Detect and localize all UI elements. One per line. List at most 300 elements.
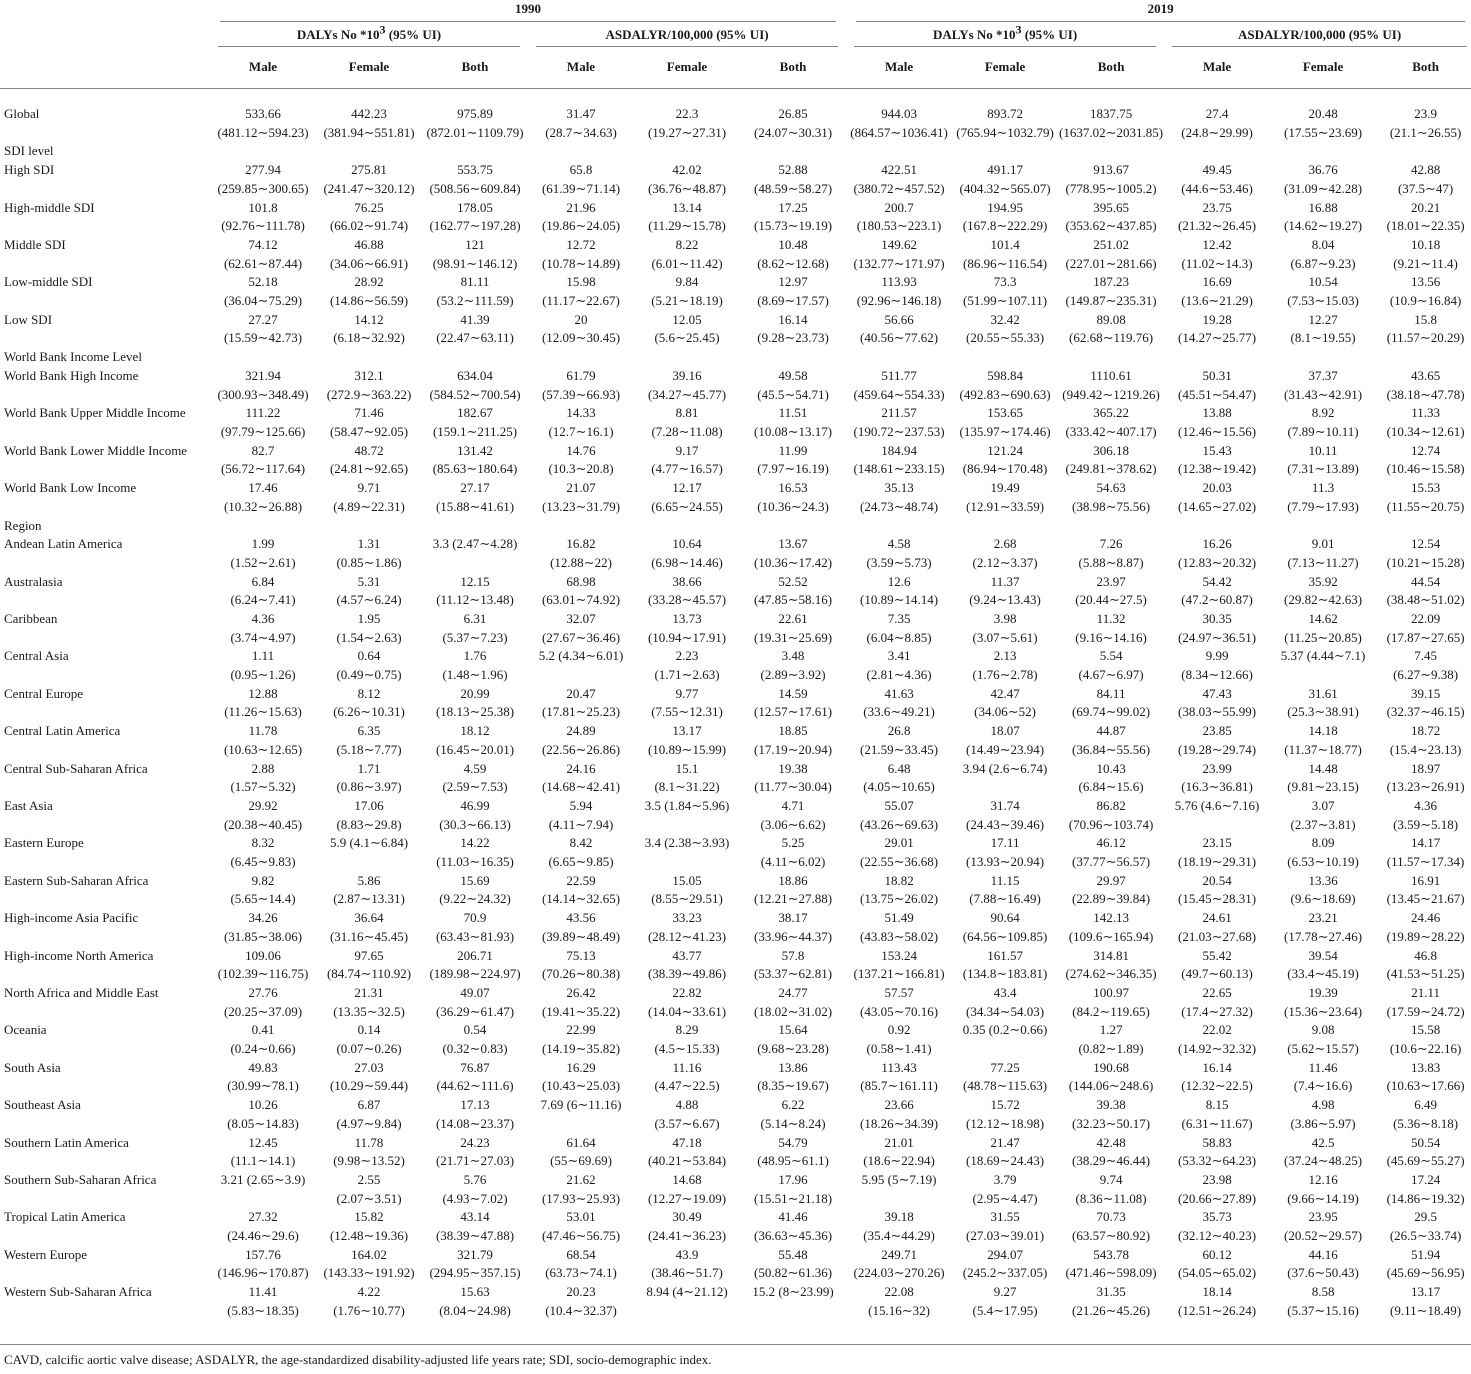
cell-interval: (3.07∼5.61): [972, 629, 1038, 645]
cell-interval: (38.39∼49.86): [647, 966, 727, 982]
cell-value: 944.03: [881, 106, 917, 121]
cell-value: 11.99: [778, 442, 808, 458]
cell-interval: (17.19∼20.94): [754, 741, 833, 757]
table-cell: [846, 535, 952, 572]
cell-interval: (33.28∼45.57): [647, 592, 727, 608]
table-cell: [634, 479, 740, 516]
cell-value: 15.64: [778, 1022, 808, 1038]
cell-value: 543.78: [1093, 1246, 1129, 1262]
cell-interval: (143.33∼191.92): [323, 1265, 415, 1281]
cell-value: 29.01: [884, 835, 914, 851]
table-cell: [422, 1096, 528, 1133]
cell-value: 442.23: [351, 106, 387, 121]
table-cell: [316, 367, 422, 404]
table-cell: [1376, 610, 1471, 647]
cell-value: 49.07: [460, 984, 490, 1000]
cell-interval: (39.89∼48.49): [541, 928, 621, 944]
cell-interval: (50.82∼61.36): [754, 1265, 833, 1281]
cell-interval: (12.38∼19.42): [1178, 461, 1257, 477]
table-cell: [846, 909, 952, 946]
cell-value: 71.46: [354, 405, 384, 421]
cell-interval: (48.95∼61.1): [757, 1153, 829, 1169]
cell-value: 42.47: [990, 685, 1020, 701]
section-label: SDI level: [4, 143, 54, 159]
table-cell: [1164, 834, 1270, 871]
cell-interval: (49.7∼60.13): [1181, 966, 1253, 982]
table-cell: [1164, 1096, 1270, 1133]
cell-value: 12.15: [460, 573, 490, 589]
cell-interval: (492.83∼690.63): [959, 386, 1051, 402]
table-cell: [422, 1283, 528, 1320]
cell-value: 5.76: [463, 1171, 487, 1187]
row-label: Southeast Asia: [4, 1097, 81, 1113]
cell-interval: (6.84∼15.6): [1078, 779, 1144, 795]
cell-value: 16.88: [1308, 199, 1338, 215]
cell-value: 598.84: [987, 367, 1023, 383]
table-cell: [210, 947, 316, 984]
cell-value: 16.26: [1202, 536, 1232, 552]
table-cell: [1376, 797, 1471, 834]
cell-value: 12.72: [566, 236, 596, 252]
table-cell: [316, 573, 422, 610]
cell-value: 76.25: [354, 199, 384, 215]
cell-interval: (765.94∼1032.79): [956, 124, 1054, 140]
cell-value: 21.11: [1411, 984, 1440, 1000]
cell-interval: (19.41∼35.22): [541, 1003, 621, 1019]
cell-interval: (9.24∼13.43): [969, 592, 1041, 608]
cell-value: 13.36: [1308, 872, 1338, 888]
table-cell: [1058, 404, 1164, 441]
table-cell: [740, 947, 846, 984]
cell-interval: (85.63∼180.64): [432, 461, 518, 477]
cell-value: 321.94: [245, 367, 281, 383]
cell-interval: (4.11∼6.02): [760, 854, 826, 870]
cell-interval: (24.73∼48.74): [860, 498, 939, 514]
table-row: [0, 273, 1471, 310]
cell-value: 15.72: [990, 1097, 1020, 1113]
cell-value: 21.31: [354, 984, 384, 1000]
cell-value: 18.72: [1410, 723, 1441, 739]
cell-value: 1.71: [357, 760, 381, 776]
cell-interval: (9.68∼23.28): [757, 1040, 829, 1056]
cell-value: 19.39: [1308, 984, 1338, 1000]
table-cell: [528, 273, 634, 310]
cell-interval: (0.82∼1.89): [1078, 1040, 1144, 1056]
cell-value: 395.65: [1093, 199, 1129, 215]
cell-value: 32.42: [990, 311, 1020, 327]
table-row: [0, 367, 1471, 404]
table-cell: [1164, 984, 1270, 1021]
table-cell: [740, 610, 846, 647]
cell-value: 42.88: [1410, 162, 1441, 178]
cell-value: 194.95: [987, 199, 1023, 215]
cell-interval: (2.12∼3.37): [972, 554, 1038, 570]
cell-interval: (32.23∼50.17): [1072, 1115, 1151, 1131]
cell-value: 21.07: [566, 480, 596, 496]
cell-value: 97.65: [354, 947, 384, 963]
table-cell: [846, 273, 952, 310]
table-cell: [210, 1283, 316, 1320]
cell-value: 365.22: [1093, 405, 1129, 421]
table-cell: [846, 834, 952, 871]
cell-interval: (6.01∼11.42): [651, 255, 723, 271]
cell-value: 55.07: [884, 798, 914, 814]
table-cell: [846, 647, 952, 684]
table-cell: [1270, 1171, 1376, 1208]
cell-interval: (37.6∼50.43): [1287, 1265, 1359, 1281]
cell-value: 3.98: [993, 611, 1017, 627]
cell-value: 12.16: [1308, 1171, 1338, 1187]
cell-interval: (10.34∼12.61): [1386, 423, 1465, 439]
cell-interval: (86.96∼116.54): [963, 255, 1048, 271]
cell-value: 68.98: [566, 573, 596, 589]
cell-interval: (778.95∼1005.2): [1065, 180, 1157, 196]
table-cell: [1058, 273, 1164, 310]
cell-value: 1.31: [357, 536, 381, 552]
table-cell: [1058, 797, 1164, 834]
cell-interval: (47.46∼56.75): [541, 1227, 621, 1243]
table-cell: [1164, 1059, 1270, 1096]
table-cell: [1058, 760, 1164, 797]
table-cell: [1270, 797, 1376, 834]
table-row: [0, 311, 1471, 348]
cell-value: 39.16: [672, 367, 702, 383]
cell-interval: (102.39∼116.75): [217, 966, 309, 982]
cell-value: 3.48: [781, 648, 805, 664]
cell-interval: (5.62∼15.57): [1287, 1040, 1359, 1056]
cell-value: 1.95: [357, 611, 381, 627]
cell-interval: (12.21∼27.88): [754, 891, 833, 907]
table-cell: [1164, 311, 1270, 348]
table-cell: [740, 573, 846, 610]
cell-interval: (24.8∼29.99): [1181, 124, 1253, 140]
table-cell: [422, 1134, 528, 1171]
table-cell: [316, 1021, 422, 1058]
row-label: Global: [4, 106, 40, 121]
cell-value: 8.22: [675, 236, 699, 252]
row-label: Western Europe: [4, 1246, 88, 1262]
cell-interval: (7.28∼11.08): [651, 423, 723, 439]
table-cell: [528, 161, 634, 198]
cell-value: 211.57: [881, 405, 917, 421]
table-cell: [1270, 1021, 1376, 1058]
cell-value: 511.77: [881, 367, 917, 383]
cell-interval: (864.57∼1036.41): [850, 124, 948, 140]
cell-value: 111.22: [245, 405, 281, 421]
cell-value: 42.02: [672, 162, 702, 178]
cell-interval: (18.02∼31.02): [754, 1003, 833, 1019]
table-row: [0, 1171, 1471, 1208]
table-cell: [316, 760, 422, 797]
table-cell: [422, 834, 528, 871]
table-cell: [634, 872, 740, 909]
table-cell: [316, 1246, 422, 1283]
table-row: [0, 236, 1471, 273]
table-cell: [1058, 872, 1164, 909]
cell-interval: (7.4∼16.6): [1293, 1078, 1353, 1094]
group-header: ASDALYR/100,000 (95% UI): [1164, 26, 1471, 58]
cell-interval: (0.58∼1.41): [866, 1040, 932, 1056]
cell-value: 58.83: [1202, 1134, 1232, 1150]
table-cell: [210, 834, 316, 871]
cell-interval: (11.77∼30.04): [754, 779, 832, 795]
table-cell: [528, 1283, 634, 1320]
cell-interval: (9.28∼23.73): [757, 330, 829, 346]
cell-value: 16.14: [1202, 1059, 1232, 1075]
cell-value: 6.35: [357, 723, 381, 739]
cell-value: 10.54: [1308, 274, 1338, 290]
cell-interval: (44.62∼111.6): [436, 1078, 514, 1094]
cell-value: 294.07: [987, 1246, 1023, 1262]
table-cell: [1270, 236, 1376, 273]
cell-value: 9.84: [675, 274, 699, 290]
table-cell: [528, 1059, 634, 1096]
table-cell: [1376, 161, 1471, 198]
table-cell: [634, 760, 740, 797]
cell-interval: (459.64∼554.33): [853, 386, 945, 402]
table-cell: [740, 1283, 846, 1320]
table-cell: [210, 367, 316, 404]
table-cell: [1376, 236, 1471, 273]
cell-interval: (27.03∼39.01): [966, 1227, 1045, 1243]
cell-interval: (22.47∼63.11): [436, 330, 514, 346]
cell-interval: (22.55∼36.68): [860, 854, 939, 870]
cell-interval: (38.98∼75.56): [1072, 498, 1151, 514]
cell-interval: (84.2∼119.65): [1072, 1003, 1150, 1019]
cell-interval: (32.12∼40.23): [1178, 1227, 1257, 1243]
cell-interval: (10.46∼15.58): [1386, 461, 1465, 477]
table-cell: [740, 984, 846, 1021]
cell-value: 206.71: [457, 947, 493, 963]
table-cell: [1164, 105, 1270, 142]
table-cell: [528, 367, 634, 404]
cell-value: 11.78: [248, 723, 278, 739]
table-cell: [210, 1096, 316, 1133]
table-cell: [316, 685, 422, 722]
cell-value: 17.46: [248, 480, 278, 496]
table-cell: [422, 367, 528, 404]
table-cell: [1058, 722, 1164, 759]
table-cell: [210, 1208, 316, 1245]
cell-interval: (21.59∼33.45): [860, 741, 939, 757]
cell-value: 47.18: [672, 1134, 702, 1150]
cell-value: 60.12: [1202, 1246, 1232, 1262]
cell-value: 68.54: [566, 1246, 596, 1262]
cell-value: 13.88: [1202, 405, 1232, 421]
cell-value: 2.55: [357, 1171, 381, 1187]
cell-interval: (224.03∼270.26): [853, 1265, 945, 1281]
cell-interval: (12.91∼33.59): [966, 498, 1045, 514]
table-cell: [634, 273, 740, 310]
cell-value: 22.02: [1202, 1022, 1232, 1038]
table-cell: [1164, 1021, 1270, 1058]
table-cell: [1270, 722, 1376, 759]
table-cell: [1270, 1134, 1376, 1171]
table-cell: [634, 834, 740, 871]
cell-value: 30.35: [1202, 611, 1232, 627]
table-cell: [422, 1171, 528, 1208]
cell-interval: (58.47∼92.05): [329, 423, 409, 439]
table-cell: [846, 984, 952, 1021]
cell-interval: (24.81∼92.65): [329, 461, 409, 477]
table-cell: [210, 1021, 316, 1058]
cell-interval: (31.09∼42.28): [1284, 180, 1363, 196]
table-cell: [952, 872, 1058, 909]
cell-interval: (19.89∼28.22): [1386, 928, 1465, 944]
table-cell: [528, 647, 634, 684]
table-cell: [422, 947, 528, 984]
cell-value: 109.06: [245, 947, 281, 963]
table-cell: [634, 947, 740, 984]
cell-value: 43.9: [675, 1246, 699, 1262]
table-cell: [1376, 834, 1471, 871]
cell-interval: (109.6∼165.94): [1068, 928, 1154, 944]
cell-interval: (12.12∼18.98): [966, 1115, 1045, 1131]
cell-interval: (38.18∼47.78): [1386, 386, 1465, 402]
table-cell: [1058, 909, 1164, 946]
cell-value: 113.93: [881, 274, 917, 290]
table-cell: [952, 1096, 1058, 1133]
table-cell: [422, 573, 528, 610]
cell-value: 21.62: [566, 1171, 596, 1187]
section-row: [0, 142, 1471, 161]
cell-value: 975.89: [457, 106, 493, 121]
cell-value: 11.51: [778, 405, 808, 421]
cell-interval: (21.26∼45.26): [1072, 1302, 1151, 1318]
cell-interval: (872.01∼1109.79): [426, 124, 524, 140]
table-cell: [634, 1021, 740, 1058]
cell-interval: (17.4∼27.32): [1181, 1003, 1253, 1019]
table-cell: [1164, 1246, 1270, 1283]
table-cell: [1270, 760, 1376, 797]
cell-interval: (53.37∼62.81): [754, 966, 833, 982]
cell-value: 22.08: [884, 1284, 914, 1300]
cell-value: 1.76: [463, 648, 487, 664]
cell-interval: (14.86∼56.59): [329, 292, 409, 308]
cell-interval: (949.42∼1219.26): [1062, 386, 1160, 402]
cell-value: 42.48: [1096, 1134, 1126, 1150]
cell-value: 57.57: [884, 984, 914, 1000]
table-cell: [740, 105, 846, 142]
sex-header: Female: [316, 58, 422, 89]
cell-value: 46.88: [354, 236, 384, 252]
table-cell: [952, 1208, 1058, 1245]
cell-value: 27.17: [460, 480, 490, 496]
cell-interval: (40.21∼53.84): [647, 1153, 727, 1169]
cell-interval: (10.3∼20.8): [548, 461, 614, 477]
group-header: ASDALYR/100,000 (95% UI): [528, 26, 846, 58]
table-cell: [952, 1134, 1058, 1171]
table-cell: [1270, 872, 1376, 909]
table-cell: [316, 1059, 422, 1096]
table-cell: [528, 984, 634, 1021]
cell-value: 41.46: [778, 1209, 808, 1225]
cell-value: 54.63: [1096, 480, 1126, 496]
cell-value: 6.48: [887, 760, 911, 776]
table-cell: [1164, 1171, 1270, 1208]
table-cell: [634, 161, 740, 198]
cell-value: 9.01: [1311, 536, 1335, 552]
table-cell: [1058, 685, 1164, 722]
cell-value: 6.84: [251, 573, 275, 589]
table-cell: [210, 1059, 316, 1096]
table-cell: [952, 535, 1058, 572]
cell-value: 634.04: [457, 367, 493, 383]
cell-value: 14.76: [566, 442, 596, 458]
cell-interval: (8.69∼17.57): [757, 292, 829, 308]
cell-value: 18.85: [778, 723, 808, 739]
cell-interval: (9.21∼11.4): [1393, 255, 1458, 271]
cell-value: 12.54: [1410, 536, 1441, 552]
table-cell: [952, 367, 1058, 404]
cell-interval: (10.21∼15.28): [1386, 554, 1465, 570]
cell-interval: (6.04∼8.85): [866, 629, 932, 645]
cell-interval: (4.77∼16.57): [651, 461, 723, 477]
table-cell: [740, 535, 846, 572]
table-cell: [740, 1171, 846, 1208]
cell-value: 121.24: [987, 442, 1023, 458]
cell-value: 19.38: [778, 760, 808, 776]
cell-value: 5.76 (4.6∼7.16): [1174, 798, 1260, 814]
cell-value: 2.13: [993, 648, 1017, 664]
table-cell: [634, 1208, 740, 1245]
table-cell: [528, 722, 634, 759]
cell-interval: (8.35∼19.67): [757, 1078, 829, 1094]
sex-header: Male: [210, 58, 316, 89]
cell-value: 39.54: [1308, 947, 1338, 963]
cell-value: 36.64: [354, 910, 384, 926]
table-cell: [1376, 722, 1471, 759]
table-cell: [316, 610, 422, 647]
cell-interval: (12.46∼15.56): [1178, 423, 1257, 439]
sex-header: Male: [528, 58, 634, 89]
cell-value: 24.61: [1202, 910, 1232, 926]
cell-value: 23.97: [1096, 573, 1126, 589]
cell-value: 44.16: [1308, 1246, 1338, 1262]
cell-value: 5.95 (5∼7.19): [861, 1171, 937, 1187]
cell-value: 12.27: [1308, 311, 1338, 327]
table-cell: [1164, 535, 1270, 572]
table-cell: [1376, 105, 1471, 142]
cell-interval: (92.76∼111.78): [221, 218, 305, 234]
cell-interval: (38.29∼46.44): [1072, 1153, 1151, 1169]
table-row: [0, 442, 1471, 479]
cell-value: 2.88: [251, 760, 275, 776]
cell-value: 27.03: [354, 1059, 384, 1075]
table-cell: [1376, 1246, 1471, 1283]
cell-interval: (10.4∼32.37): [545, 1302, 617, 1318]
cell-interval: (508.56∼609.84): [429, 180, 521, 196]
table-cell: [1164, 947, 1270, 984]
cell-value: 39.38: [1096, 1097, 1126, 1113]
cell-value: 22.09: [1410, 611, 1441, 627]
cell-interval: (7.79∼17.93): [1287, 498, 1359, 514]
cell-value: 913.67: [1093, 162, 1129, 178]
table-cell: [1058, 1096, 1164, 1133]
table-cell: [528, 105, 634, 142]
table-cell: [740, 1021, 846, 1058]
cell-value: 16.53: [778, 480, 808, 496]
table-cell: [422, 760, 528, 797]
cell-interval: (26.5∼33.74): [1389, 1227, 1462, 1243]
cell-interval: (6.45∼9.83): [230, 854, 296, 870]
table-cell: [1270, 909, 1376, 946]
cell-value: 5.31: [357, 573, 381, 589]
cell-value: 82.7: [251, 442, 275, 458]
table-cell: [1058, 1246, 1164, 1283]
table-cell: [210, 1171, 316, 1208]
cell-value: 275.81: [351, 162, 387, 178]
